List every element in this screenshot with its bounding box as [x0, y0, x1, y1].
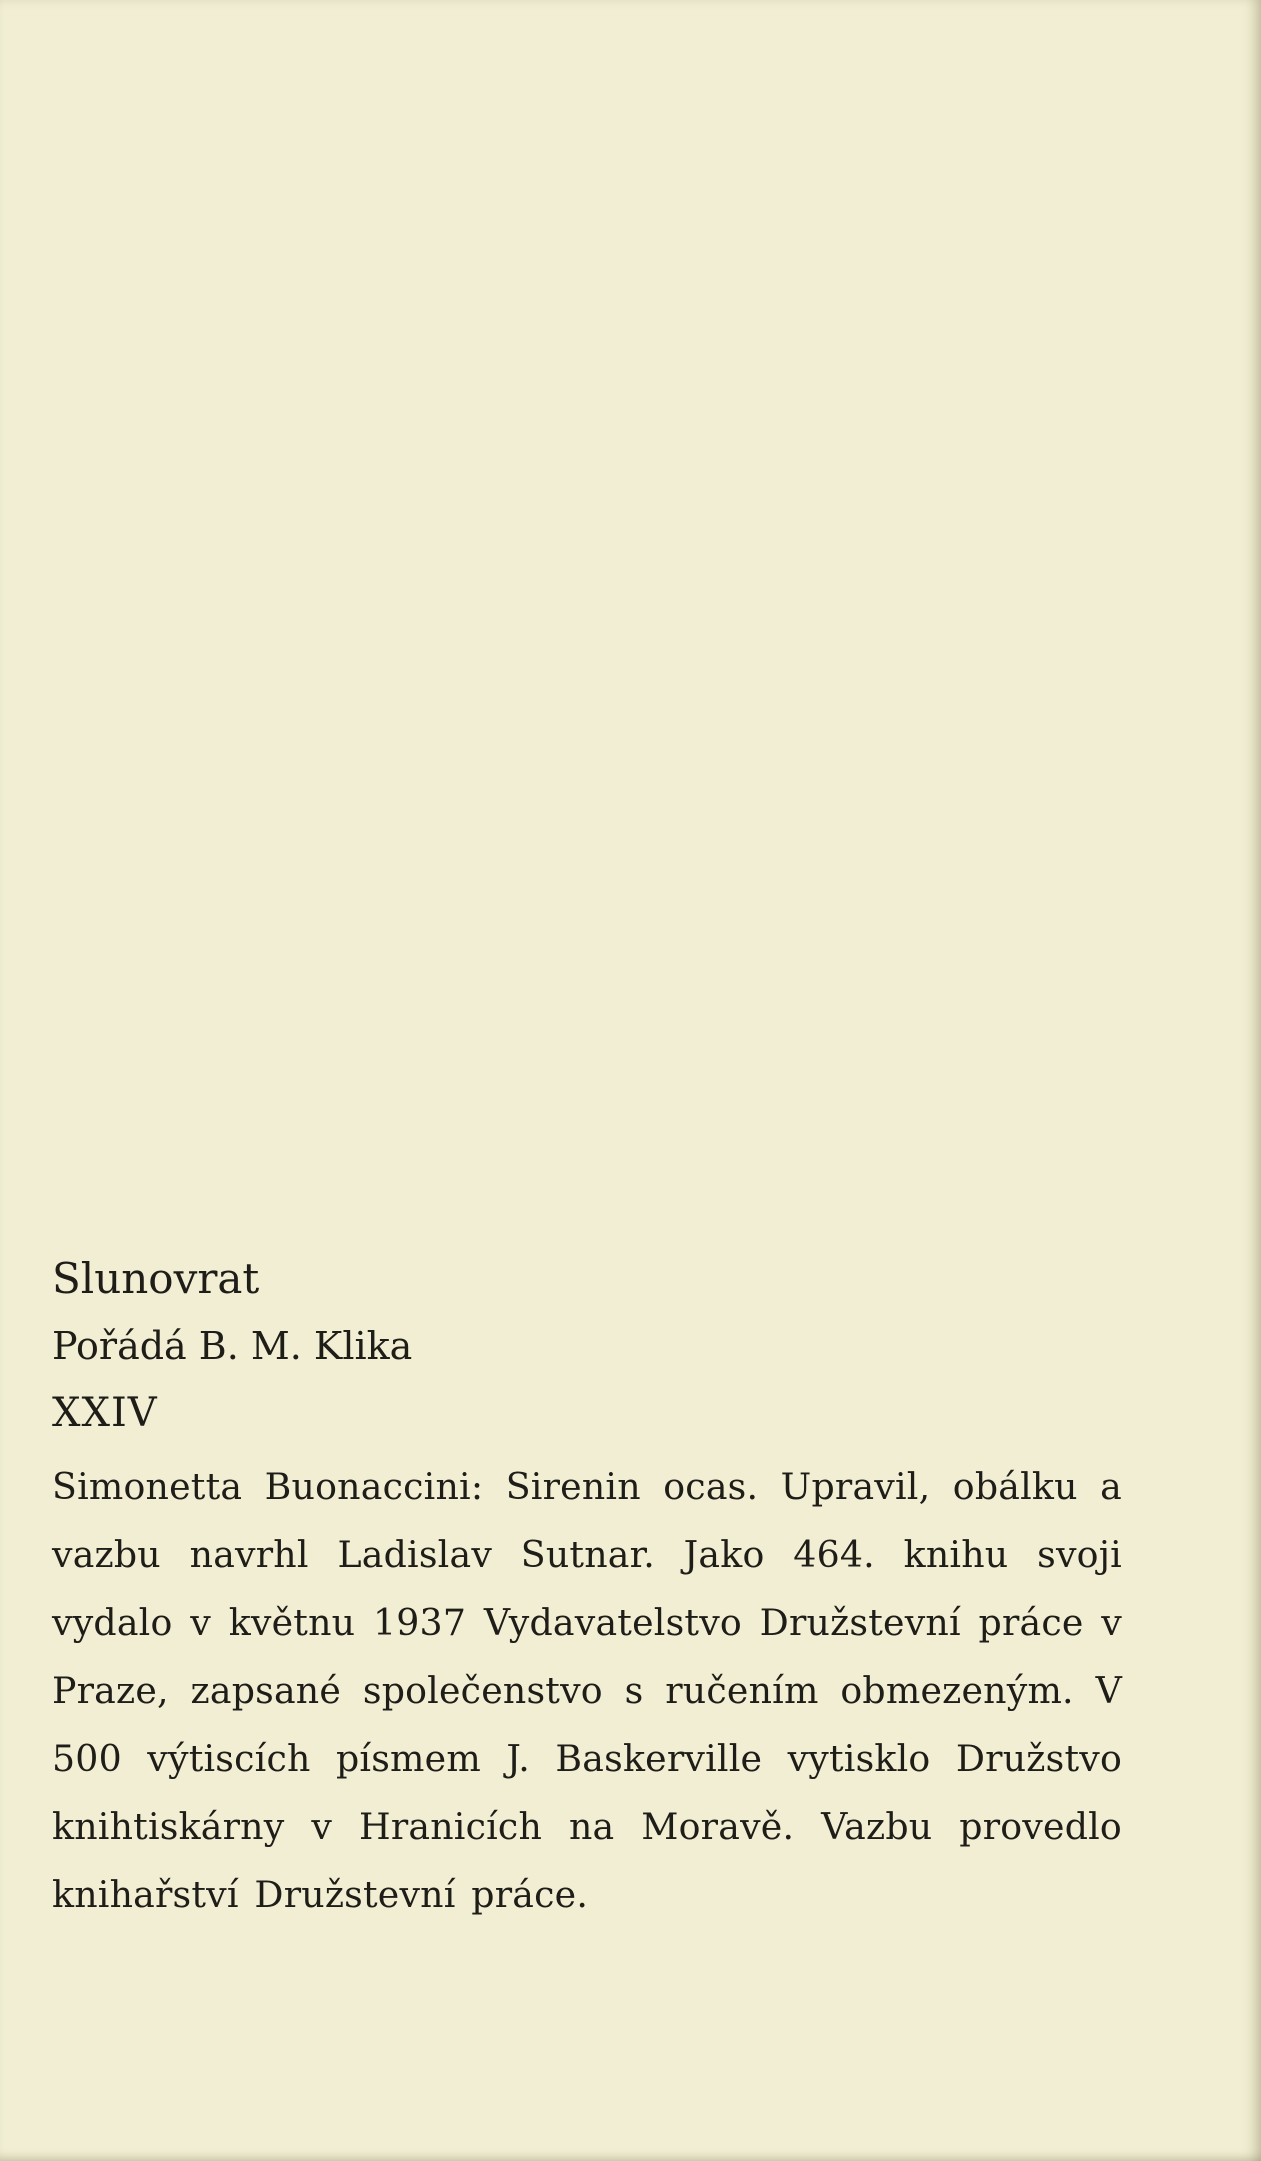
colophon-block	[52, 1245, 1122, 1929]
editor-line: Pořádá B. M. Klika	[52, 1324, 413, 1368]
volume-number: XXIV	[52, 1390, 158, 1436]
colophon-text: Simonetta Buonaccini: Sirenin ocas. Upravil, obálku a vazbu navrhl Ladislav Sutnar. Jako 464. knihu svoji vydalo v květnu 1937 Vydavatelstvo Družstevní práce v Praze, zapsané společenstvo s ručením obmezeným. V 500 výtiscích písmem J. Baskerville vytisklo Družstvo knihtiskárny v Hranicích na Moravě. Vazbu provedlo knihařství Družstevní práce.	[52, 1465, 1122, 1916]
series-title: Slunovrat	[52, 1254, 260, 1303]
